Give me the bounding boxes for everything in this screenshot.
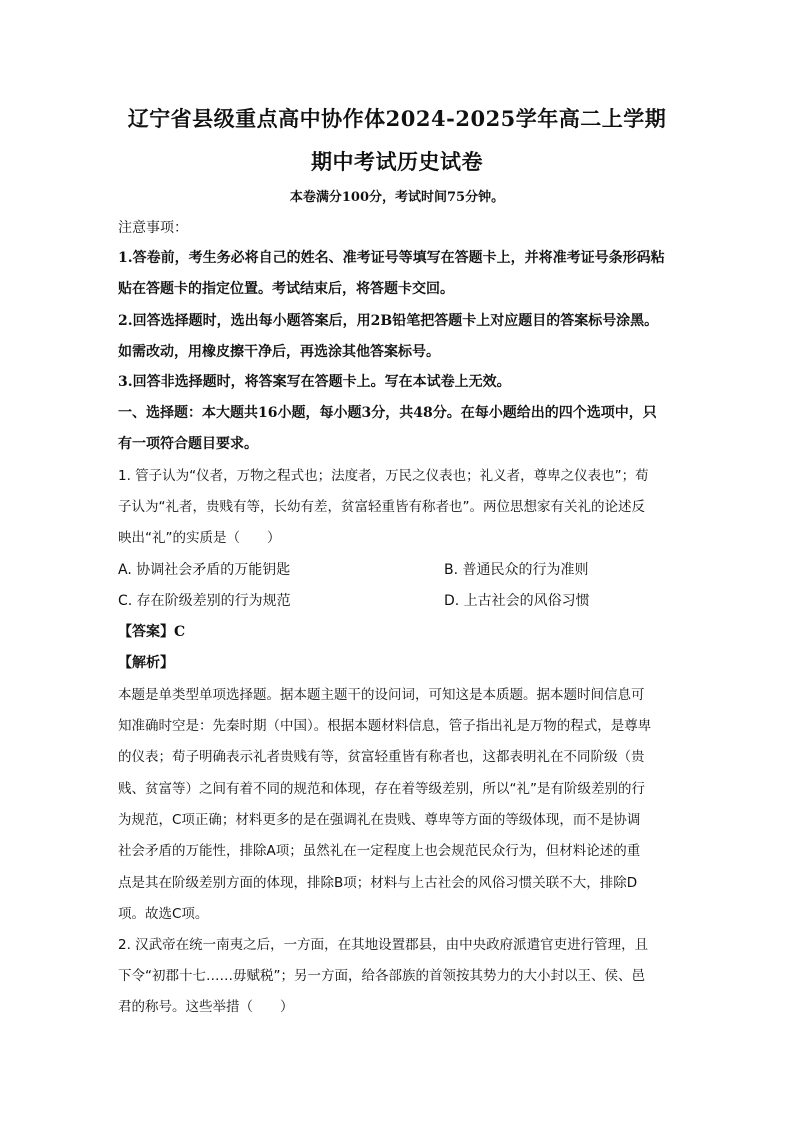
analysis-line: 社会矛盾的万能性，排除A项；虽然礼在一定程度上也会规范民众行为，但材料论述的重 (118, 843, 641, 859)
analysis-line: 点是其在阶级差别方面的体现，排除B项；材料与上古社会的风俗习惯关联不大，排除D (118, 875, 638, 891)
notice-line: 1.答卷前，考生务必将自己的姓名、准考证号等填写在答题卡上，并将准考证号条形码粘 (118, 250, 665, 266)
question-2-stem: 2. 汉武帝在统一南夷之后，一方面，在其地设置郡县，由中央政府派遣官吏进行管理，且 (118, 937, 649, 953)
question-1-answer: 【答案】C (118, 624, 186, 640)
section-heading: 有一项符合题目要求。 (118, 436, 258, 452)
notice-line: 2.回答选择题时，选出每小题答案后，用2B铅笔把答题卡上对应题目的答案标号涂黑。 (118, 313, 659, 329)
analysis-line: 贱、贫富等）之间有着不同的规范和体现，存在着等级差别，所以“礼”是有阶级差别的行 (118, 781, 645, 797)
question-2-stem: 下令“初郡十七……毋赋税”；另一方面，给各部族的首领按其势力的大小封以王、侯、邑 (118, 968, 645, 984)
analysis-line: 项。故选C项。 (118, 906, 209, 922)
question-1-option-c: C. 存在阶级差别的行为规范 (118, 593, 291, 609)
analysis-line: 的仪表；荀子明确表示礼者贵贱有等，贫富轻重皆有称者也，这都表明礼在不同阶级（贵 (118, 749, 645, 765)
question-1-option-b: B. 普通民众的行为准则 (444, 562, 589, 578)
section-heading: 一、选择题：本大题共16小题，每小题3分，共48分。在每小题给出的四个选项中，只 (118, 405, 657, 421)
question-1-stem: 1. 管子认为“仪者，万物之程式也；法度者，万民之仪表也；礼义者，尊卑之仪表也”；荀 (118, 468, 649, 484)
question-1-stem: 映出“礼”的实质是（ ） (118, 530, 281, 546)
question-1-analysis-heading: 【解析】 (118, 655, 174, 671)
analysis-line: 为规范，C项正确；材料更多的是在强调礼在贵贱、尊卑等方面的等级体现，而不是协调 (118, 812, 641, 828)
analysis-line: 知准确时空是：先秦时期（中国）。根据本题材料信息，管子指出礼是万物的程式，是尊卑 (118, 718, 652, 734)
analysis-line: 本题是单类型单项选择题。据本题主题干的设问词，可知这是本质题。据本题时间信息可 (118, 687, 645, 703)
exam-subtitle: 本卷满分100分，考试时间75分钟。 (289, 190, 505, 205)
exam-title-line-1: 辽宁省县级重点高中协作体2024-2025学年高二上学期 (127, 106, 667, 131)
exam-title-line-2: 期中考试历史试卷 (311, 149, 483, 174)
notice-line: 贴在答题卡的指定位置。考试结束后，将答题卡交回。 (118, 281, 454, 297)
question-2-stem: 君的称号。这些举措（ ） (118, 999, 294, 1015)
question-1-option-d: D. 上古社会的风俗习惯 (444, 593, 590, 609)
question-1-option-a: A. 协调社会矛盾的万能钥匙 (118, 562, 291, 578)
notice-line: 如需改动，用橡皮擦干净后，再选涂其他答案标号。 (118, 344, 440, 360)
notice-heading: 注意事项： (118, 220, 188, 236)
question-1-stem: 子认为“礼者，贵贱有等，长幼有差，贫富轻重皆有称者也”。两位思想家有关礼的论述反 (118, 499, 645, 515)
notice-line: 3.回答非选择题时，将答案写在答题卡上。写在本试卷上无效。 (118, 374, 511, 390)
